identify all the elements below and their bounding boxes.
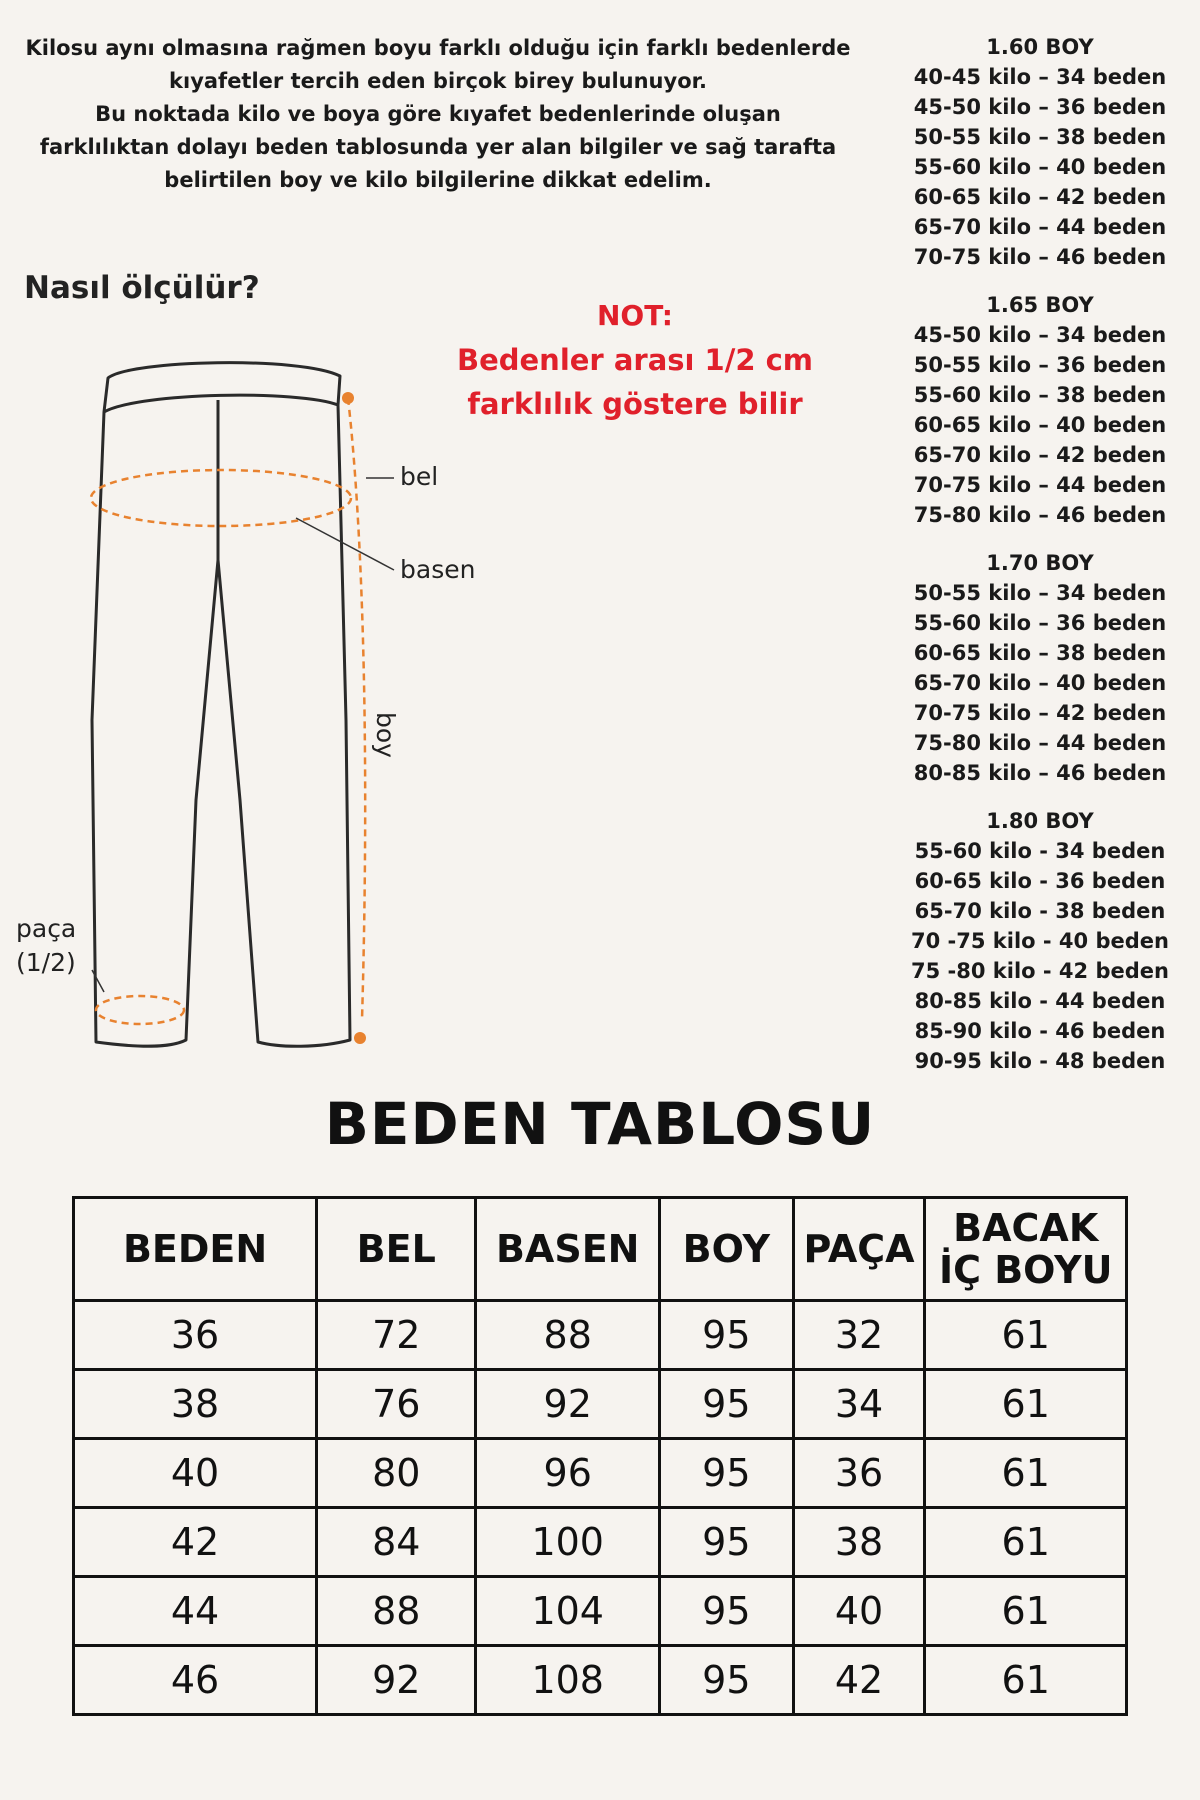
note-box bbox=[440, 294, 830, 426]
table-row bbox=[74, 1370, 1127, 1439]
table-cell: 34 bbox=[793, 1370, 925, 1439]
table-cell: 95 bbox=[660, 1370, 794, 1439]
table-cell: 61 bbox=[925, 1577, 1127, 1646]
height-group-row: 75-80 kilo – 44 beden bbox=[913, 731, 1167, 755]
table-cell: 72 bbox=[317, 1301, 476, 1370]
table-cell: 104 bbox=[476, 1577, 660, 1646]
column-header-text: İÇ BOYU bbox=[938, 1248, 1113, 1292]
waist-label: bel bbox=[400, 462, 439, 491]
note-label: NOT: bbox=[596, 299, 673, 332]
height-group-row: 70-75 kilo – 44 beden bbox=[913, 473, 1167, 497]
height-group bbox=[880, 32, 1200, 272]
hip-measure-line bbox=[91, 470, 351, 526]
table-cell: 42 bbox=[793, 1646, 925, 1715]
note-line: Bedenler arası 1/2 cm bbox=[456, 343, 814, 377]
height-group-row: 50-55 kilo – 38 beden bbox=[913, 125, 1167, 149]
table-cell: 95 bbox=[660, 1301, 794, 1370]
height-group-row: 65-70 kilo – 44 beden bbox=[913, 215, 1167, 239]
height-group-row: 40-45 kilo – 34 beden bbox=[913, 65, 1167, 89]
height-group-row: 55-60 kilo – 40 beden bbox=[913, 155, 1167, 179]
height-group-title: 1.60 BOY bbox=[986, 35, 1094, 59]
trousers-outline bbox=[92, 405, 350, 1046]
intro-text bbox=[18, 32, 858, 197]
table-row bbox=[74, 1508, 1127, 1577]
table-row bbox=[74, 1439, 1127, 1508]
size-table-body bbox=[74, 1301, 1127, 1715]
table-row bbox=[74, 1301, 1127, 1370]
height-group-row: 45-50 kilo – 36 beden bbox=[913, 95, 1167, 119]
table-cell: 92 bbox=[317, 1646, 476, 1715]
height-group-row: 65-70 kilo – 42 beden bbox=[913, 443, 1167, 467]
height-group-row: 55-60 kilo – 36 beden bbox=[913, 611, 1167, 635]
height-group-title: 1.65 BOY bbox=[986, 293, 1094, 317]
height-group-row: 75-80 kilo – 46 beden bbox=[913, 503, 1167, 527]
table-cell: 32 bbox=[793, 1301, 925, 1370]
column-header bbox=[793, 1198, 925, 1301]
column-header-text: BACAK bbox=[953, 1206, 1099, 1250]
table-cell: 61 bbox=[925, 1646, 1127, 1715]
height-group-row: 60-65 kilo - 36 beden bbox=[914, 869, 1166, 893]
height-weight-size-list bbox=[880, 32, 1200, 1094]
table-cell: 40 bbox=[74, 1439, 317, 1508]
height-group-row: 60-65 kilo – 40 beden bbox=[913, 413, 1167, 437]
height-group-title: 1.70 BOY bbox=[986, 551, 1094, 575]
column-header bbox=[660, 1198, 794, 1301]
height-group bbox=[880, 548, 1200, 788]
intro-line: belirtilen boy ve kilo bilgilerine dikkat edelim. bbox=[164, 168, 712, 192]
table-cell: 44 bbox=[74, 1577, 317, 1646]
height-group-row: 65-70 kilo – 40 beden bbox=[913, 671, 1167, 695]
table-cell: 95 bbox=[660, 1646, 794, 1715]
table-cell: 36 bbox=[74, 1301, 317, 1370]
table-cell: 92 bbox=[476, 1370, 660, 1439]
table-cell: 84 bbox=[317, 1508, 476, 1577]
table-cell: 88 bbox=[317, 1577, 476, 1646]
hip-label: basen bbox=[400, 555, 476, 584]
note-line: farklılık göstere bilir bbox=[467, 387, 803, 421]
length-label: boy bbox=[371, 712, 400, 758]
table-cell: 38 bbox=[74, 1370, 317, 1439]
height-group bbox=[880, 806, 1200, 1076]
column-header bbox=[317, 1198, 476, 1301]
column-header bbox=[476, 1198, 660, 1301]
column-header-text: BOY bbox=[682, 1227, 771, 1271]
height-group-row: 55-60 kilo - 34 beden bbox=[914, 839, 1166, 863]
height-group-row: 85-90 kilo - 46 beden bbox=[914, 1019, 1166, 1043]
height-group-row: 50-55 kilo – 36 beden bbox=[913, 353, 1167, 377]
table-cell: 88 bbox=[476, 1301, 660, 1370]
height-group-row: 55-60 kilo – 38 beden bbox=[913, 383, 1167, 407]
height-group-row: 50-55 kilo – 34 beden bbox=[913, 581, 1167, 605]
how-to-measure-title: Nasıl ölçülür? bbox=[24, 270, 260, 306]
table-cell: 46 bbox=[74, 1646, 317, 1715]
table-cell: 95 bbox=[660, 1439, 794, 1508]
height-group-row: 60-65 kilo – 42 beden bbox=[913, 185, 1167, 209]
size-table bbox=[72, 1196, 1128, 1716]
table-cell: 61 bbox=[925, 1370, 1127, 1439]
height-group-row: 80-85 kilo – 46 beden bbox=[913, 761, 1167, 785]
table-cell: 108 bbox=[476, 1646, 660, 1715]
column-header-text: BEL bbox=[356, 1227, 436, 1271]
leg-opening-label bbox=[16, 912, 76, 980]
column-header bbox=[74, 1198, 317, 1301]
table-cell: 42 bbox=[74, 1508, 317, 1577]
leg-opening-label-note: (1/2) bbox=[16, 948, 76, 977]
table-cell: 100 bbox=[476, 1508, 660, 1577]
leg-opening-label-text: paça bbox=[16, 914, 77, 943]
intro-line: Kilosu aynı olmasına rağmen boyu farklı olduğu için farklı bedenlerde bbox=[25, 36, 851, 60]
length-start-dot bbox=[342, 392, 354, 404]
table-cell: 40 bbox=[793, 1577, 925, 1646]
height-group-row: 70-75 kilo – 46 beden bbox=[913, 245, 1167, 269]
column-header bbox=[925, 1198, 1127, 1301]
table-cell: 61 bbox=[925, 1439, 1127, 1508]
table-cell: 38 bbox=[793, 1508, 925, 1577]
table-row bbox=[74, 1646, 1127, 1715]
table-row bbox=[74, 1577, 1127, 1646]
length-end-dot bbox=[354, 1032, 366, 1044]
column-header-text: BASEN bbox=[495, 1227, 640, 1271]
height-group-title: 1.80 BOY bbox=[986, 809, 1094, 833]
waistband-outline bbox=[104, 363, 340, 412]
length-measure-line bbox=[348, 398, 365, 1020]
table-cell: 76 bbox=[317, 1370, 476, 1439]
height-group-row: 70-75 kilo – 42 beden bbox=[913, 701, 1167, 725]
table-cell: 80 bbox=[317, 1439, 476, 1508]
table-cell: 61 bbox=[925, 1301, 1127, 1370]
table-cell: 61 bbox=[925, 1508, 1127, 1577]
height-group-row: 80-85 kilo - 44 beden bbox=[914, 989, 1166, 1013]
intro-line: kıyafetler tercih eden birçok birey bulunuyor. bbox=[169, 69, 707, 93]
table-cell: 96 bbox=[476, 1439, 660, 1508]
height-group-row: 90-95 kilo - 48 beden bbox=[914, 1049, 1166, 1073]
height-group-row: 60-65 kilo – 38 beden bbox=[913, 641, 1167, 665]
table-cell: 36 bbox=[793, 1439, 925, 1508]
height-group bbox=[880, 290, 1200, 530]
height-group-row: 65-70 kilo - 38 beden bbox=[914, 899, 1166, 923]
height-group-row: 70 -75 kilo - 40 beden bbox=[911, 929, 1169, 953]
intro-line: farklılıktan dolayı beden tablosunda yer alan bilgiler ve sağ tarafta bbox=[39, 135, 837, 159]
leg-opening-measure-line bbox=[96, 996, 184, 1024]
size-table-header-row bbox=[74, 1198, 1127, 1301]
column-header-text: PAÇA bbox=[803, 1227, 915, 1271]
table-cell: 95 bbox=[660, 1577, 794, 1646]
column-header-text: BEDEN bbox=[122, 1227, 268, 1271]
height-group-row: 75 -80 kilo - 42 beden bbox=[911, 959, 1169, 983]
size-table-title: BEDEN TABLOSU bbox=[324, 1090, 876, 1158]
intro-line: Bu noktada kilo ve boya göre kıyafet bedenlerinde oluşan bbox=[95, 102, 781, 126]
table-cell: 95 bbox=[660, 1508, 794, 1577]
height-group-row: 45-50 kilo – 34 beden bbox=[913, 323, 1167, 347]
